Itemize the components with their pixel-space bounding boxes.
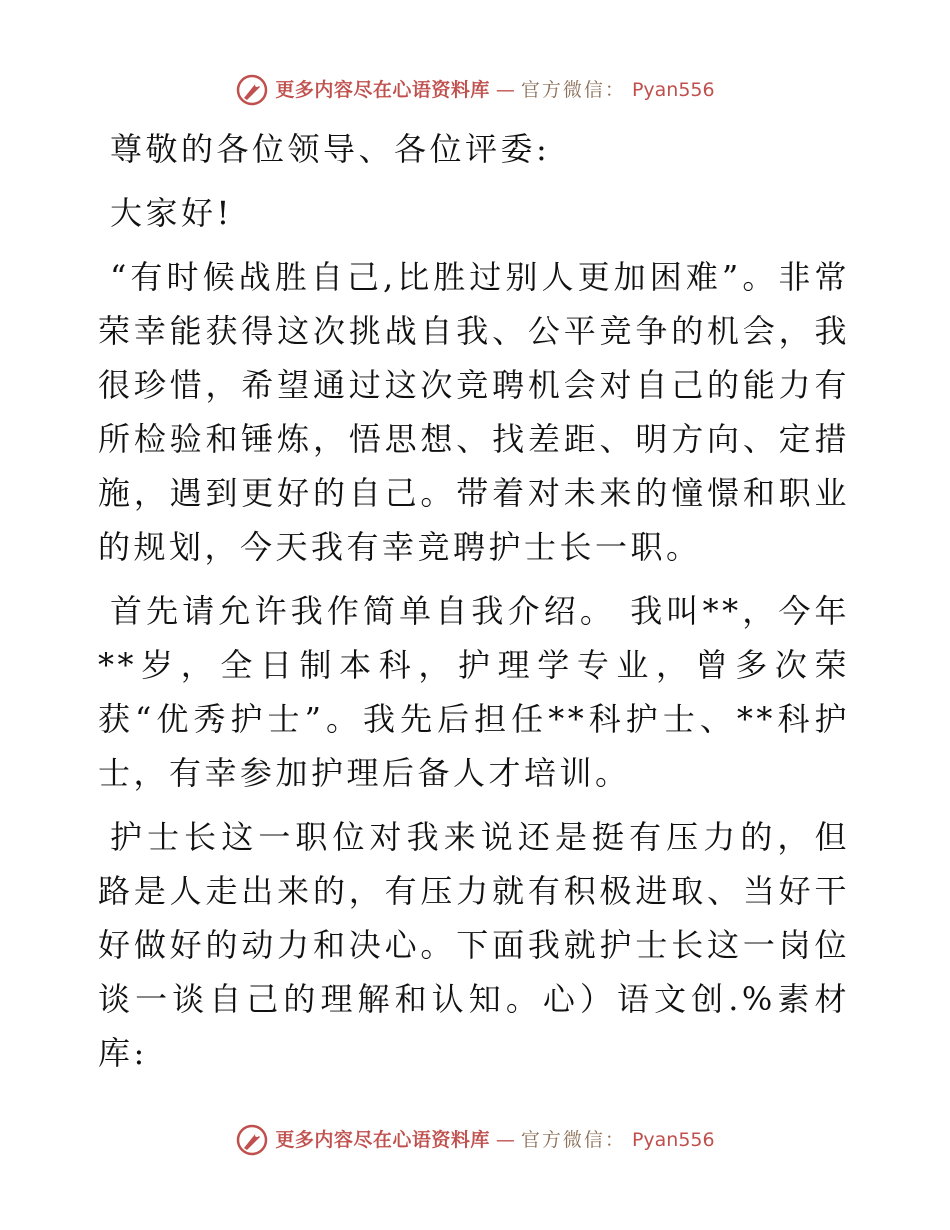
watermark-dash: — bbox=[495, 1129, 515, 1151]
watermark-label: 官方微信： bbox=[520, 79, 626, 101]
watermark-label: 官方微信： bbox=[520, 1129, 626, 1151]
paragraph-opening: “有时候战胜自己,比胜过别人更加困难”。非常荣幸能获得这次挑战自我、公平竞争的机会，我很珍惜，希望通过这次竞聘机会对自己的能力有所检验和锤炼，悟思想、找差距、明方向、定措施，遇到更好的自己。带着对未来的憧憬和职业的规划，今天我有幸竞聘护士长一职。 bbox=[98, 258, 850, 566]
watermark-wechat-id: Pyan556 bbox=[631, 1129, 715, 1151]
document-body bbox=[98, 122, 850, 1090]
pen-nib-logo-icon bbox=[235, 73, 269, 107]
watermark-wechat-id: Pyan556 bbox=[631, 79, 715, 101]
paragraph-self-introduction: 首先请允许我作简单自我介绍。 我叫**，今年**岁，全日制本科，护理学专业，曾多次荣获“优秀护士”。我先后担任**科护士、**科护士，有幸参加护理后备人才培训。 bbox=[98, 592, 850, 792]
greeting: 大家好! bbox=[110, 194, 233, 232]
watermark-site-text: 更多内容尽在心语资料库 bbox=[275, 79, 490, 101]
footer-watermark bbox=[0, 1120, 950, 1160]
salutation: 尊敬的各位领导、各位评委: bbox=[110, 130, 551, 168]
paragraph-position-understanding: 护士长这一职位对我来说还是挺有压力的，但路是人走出来的，有压力就有积极进取、当好干好做好的动力和决心。下面我就护士长这一岗位谈一谈自己的理解和认知。心）语文创.%素材库: bbox=[98, 818, 850, 1072]
watermark-site-text: 更多内容尽在心语资料库 bbox=[275, 1129, 490, 1151]
pen-nib-logo-icon bbox=[235, 1123, 269, 1157]
header-watermark bbox=[0, 70, 950, 110]
watermark-dash: — bbox=[495, 79, 515, 101]
